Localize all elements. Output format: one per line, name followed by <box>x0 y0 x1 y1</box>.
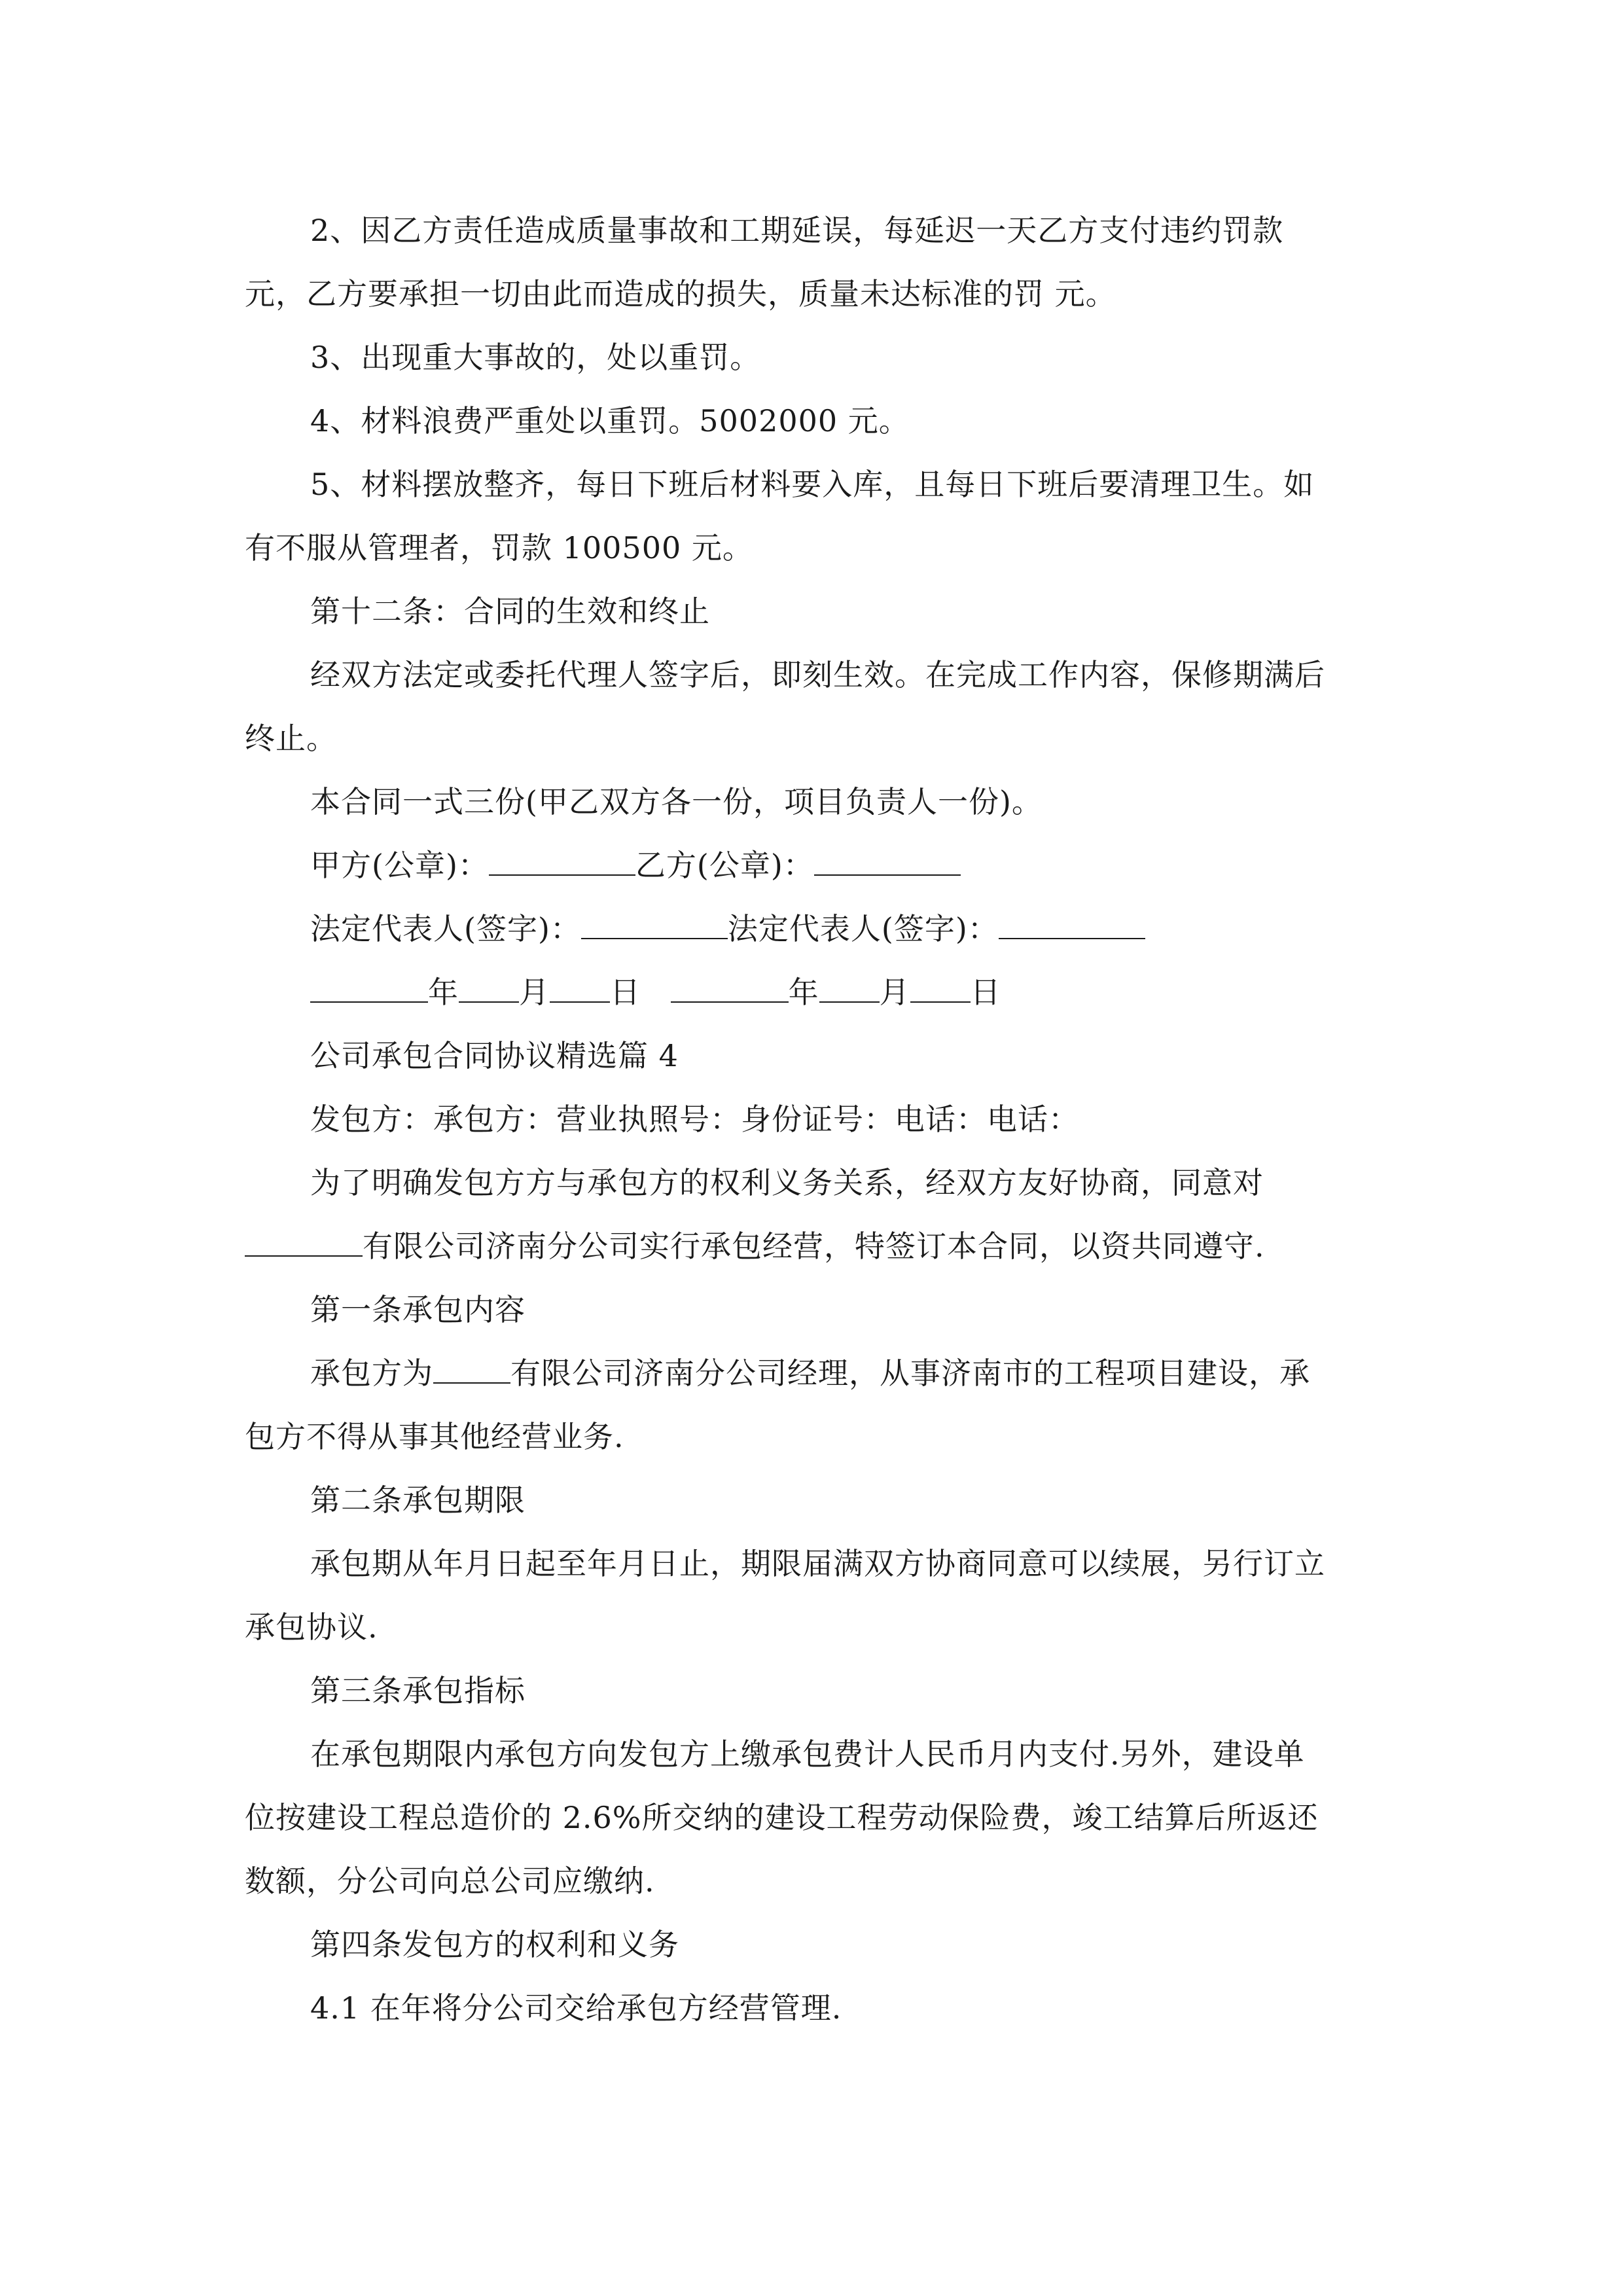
paragraph-indicators-line-3: 数额，分公司向总公司应缴纳. <box>245 1863 655 1899</box>
paragraph-penalty-5-line-2: 有不服从管理者，罚款 100500 元。 <box>245 530 753 565</box>
company-name-blank <box>245 1229 363 1257</box>
signature-seal-line <box>310 847 1449 884</box>
heading-article-2: 第二条承包期限 <box>310 1482 526 1518</box>
date-year-blank <box>310 975 428 1003</box>
paragraph-contract-content-rest: 有限公司济南分公司经理，从事济南市的工程项目建设，承 <box>510 1355 1310 1391</box>
date-day-label-2: 日 <box>970 975 1001 1010</box>
paragraph-penalty-2-line-1: 2、因乙方责任造成质量事故和工期延误，每延迟一天乙方支付违约罚款 <box>310 213 1284 248</box>
date-day-blank <box>550 975 610 1003</box>
heading-article-12: 第十二条：合同的生效和终止 <box>310 594 710 629</box>
paragraph-copies: 本合同一式三份(甲乙双方各一份，项目负责人一份)。 <box>310 784 1043 819</box>
party-b-seal-label: 乙方(公章)： <box>635 848 814 883</box>
date-month-blank-2 <box>819 975 880 1003</box>
paragraph-contract-content-line-1 <box>310 1355 1449 1391</box>
date-month-label: 月 <box>519 975 550 1010</box>
party-a-representative-blank <box>581 912 728 939</box>
paragraph-indicators-line-2: 位按建设工程总造价的 2.6%所交纳的建设工程劳动保险费，竣工结算后所返还 <box>245 1800 1319 1835</box>
paragraph-penalty-2-line-2: 元，乙方要承担一切由此而造成的损失，质量未达标准的罚 元。 <box>245 276 1116 312</box>
paragraph-penalty-4: 4、材料浪费严重处以重罚。5002000 元。 <box>310 403 910 439</box>
paragraph-contract-content-prefix: 承包方为 <box>310 1355 433 1391</box>
paragraph-parties: 发包方：承包方：营业执照号：身份证号：电话：电话： <box>310 1102 1079 1137</box>
heading-article-1: 第一条承包内容 <box>310 1292 526 1327</box>
date-year-label-2: 年 <box>788 975 819 1010</box>
paragraph-contract-content-line-2: 包方不得从事其他经营业务. <box>245 1419 624 1454</box>
party-a-representative-label: 法定代表人(签字)： <box>310 911 581 946</box>
paragraph-term-line-2: 承包协议. <box>245 1609 378 1645</box>
contractor-company-blank <box>433 1356 510 1384</box>
date-month-label-2: 月 <box>879 975 910 1010</box>
section-title-4: 公司承包合同协议精选篇 4 <box>310 1038 679 1073</box>
date-month-blank <box>459 975 519 1003</box>
signature-representative-line <box>310 910 1449 947</box>
paragraph-penalty-5-line-1: 5、材料摆放整齐，每日下班后材料要入库，且每日下班后要清理卫生。如 <box>310 467 1315 502</box>
paragraph-term-line-1: 承包期从年月日起至年月日止，期限届满双方协商同意可以续展，另行订立 <box>310 1546 1325 1581</box>
party-b-seal-blank <box>814 848 961 876</box>
paragraph-penalty-3: 3、出现重大事故的，处以重罚。 <box>310 340 761 375</box>
party-b-representative-blank <box>999 912 1145 939</box>
paragraph-indicators-line-1: 在承包期限内承包方向发包方上缴承包费计人民币月内支付.另外，建设单 <box>310 1736 1305 1772</box>
heading-article-3: 第三条承包指标 <box>310 1673 526 1708</box>
date-day-label: 日 <box>610 975 641 1010</box>
date-day-blank-2 <box>910 975 971 1003</box>
paragraph-clause-4-1: 4.1 在年将分公司交给承包方经营管理. <box>310 1990 842 2026</box>
party-b-representative-label: 法定代表人(签字)： <box>727 911 999 946</box>
paragraph-purpose-line-1: 为了明确发包方方与承包方的权利义务关系，经双方友好协商，同意对 <box>310 1165 1264 1200</box>
date-year-label: 年 <box>428 975 459 1010</box>
paragraph-purpose-line-2 <box>245 1228 1383 1265</box>
party-a-seal-label: 甲方(公章)： <box>310 848 489 883</box>
paragraph-purpose-line-2-text: 有限公司济南分公司实行承包经营，特签订本合同，以资共同遵守. <box>363 1229 1265 1264</box>
heading-article-4: 第四条发包方的权利和义务 <box>310 1927 679 1962</box>
paragraph-effect-line-2: 终止。 <box>245 721 337 756</box>
date-year-blank-2 <box>671 975 789 1003</box>
party-a-seal-blank <box>489 848 635 876</box>
signature-date-line <box>310 974 1449 1011</box>
paragraph-effect-line-1: 经双方法定或委托代理人签字后，即刻生效。在完成工作内容，保修期满后 <box>310 657 1325 692</box>
